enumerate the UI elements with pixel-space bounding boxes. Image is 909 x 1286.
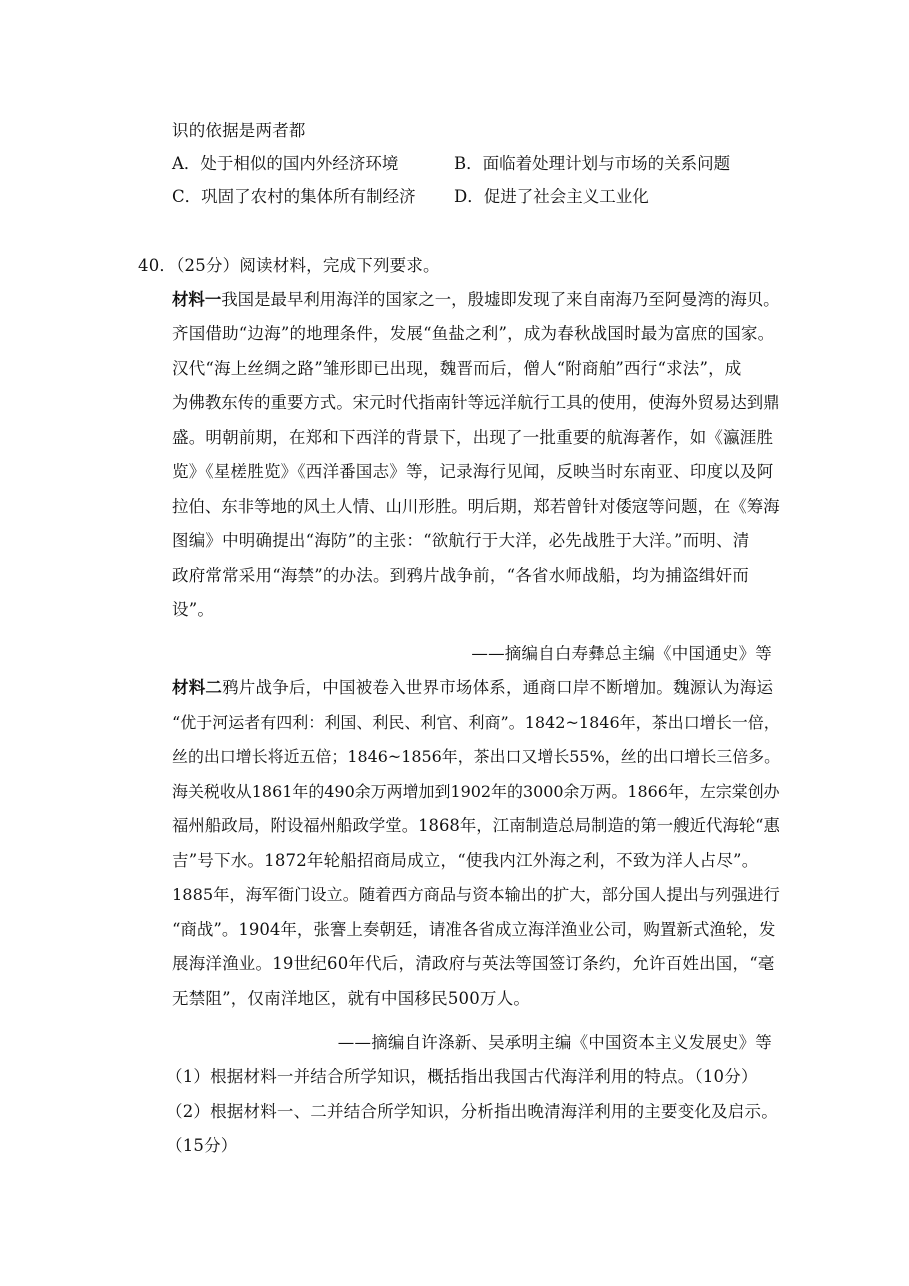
question-40-header: 40．（25分）阅读材料，完成下列要求。 bbox=[138, 256, 440, 275]
material1-line-9: 政府常常采用“海禁”的办法。到鸦片战争前，“各省水师战船，均为捕盗缉奸而 bbox=[172, 566, 750, 585]
material2-line-4: 海关税收从1861年的490余万两增加到1902年的3000余万两。1866年，左宗棠创办 bbox=[172, 782, 780, 801]
material1-line-1 bbox=[172, 290, 780, 310]
material2-line-2: “优于河运者有四利：利国、利民、利官、利商”。1842~1846年，茶出口增长一倍， bbox=[172, 713, 780, 732]
material2-line-3: 丝的出口增长将近五倍；1846~1856年，茶出口又增长55%，丝的出口增长三倍多。 bbox=[172, 747, 781, 766]
material2-line-1 bbox=[172, 678, 773, 698]
sub-question-2: （2）根据材料一、二并结合所学知识，分析指出晚清海洋利用的主要变化及启示。 bbox=[166, 1102, 778, 1121]
material1-line-8: 图编》中明确提出“海防”的主张：“欲航行于大洋，必先战胜于大洋。”而明、清 bbox=[172, 531, 750, 550]
material2-line-9: 展海洋渔业。19世纪60年代后，清政府与英法等国签订条约，允许百姓出国，“毫 bbox=[172, 954, 775, 973]
material1-line-10: 设”。 bbox=[172, 600, 215, 619]
option-c: C．巩固了农村的集体所有制经济 bbox=[172, 187, 416, 206]
material2-text-1: 鸦片战争后，中国被卷入世界市场体系，通商口岸不断增加。魏源认为海运 bbox=[222, 678, 774, 697]
material1-line-7: 拉伯、东非等地的风土人情、山川形胜。明后期，郑若曾针对倭寇等问题，在《筹海 bbox=[172, 497, 780, 516]
material1-text-1: 我国是最早利用海洋的国家之一，殷墟即发现了来自南海乃至阿曼湾的海贝。 bbox=[221, 290, 780, 309]
material2-source: ——摘编自许涤新、吴承明主编《中国资本主义发展史》等 bbox=[337, 1033, 772, 1052]
option-d: D．促进了社会主义工业化 bbox=[454, 187, 649, 206]
material1-line-4: 为佛教东传的重要方式。宋元时代指南针等远洋航行工具的使用，使海外贸易达到鼎 bbox=[172, 393, 780, 412]
material2-line-7: 1885年，海军衙门设立。随着西方商品与资本输出的扩大，部分国人提出与列强进行 bbox=[172, 885, 780, 904]
options-row-2 bbox=[172, 187, 792, 207]
material2-line-10: 无禁阻”，仅南洋地区，就有中国移民500万人。 bbox=[172, 989, 531, 1008]
material1-line-2: 齐国借助“边海”的地理条件，发展“鱼盐之利”，成为春秋战国时最为富庶的国家。 bbox=[172, 324, 775, 343]
sub-question-2-score: （15分） bbox=[166, 1136, 238, 1155]
sub-question-1: （1）根据材料一并结合所学知识，概括指出我国古代海洋利用的特点。（10分） bbox=[166, 1067, 758, 1086]
material1-line-5: 盛。明朝前期，在郑和下西洋的背景下，出现了一批重要的航海著作，如《瀛涯胜 bbox=[172, 428, 774, 447]
material1-title: 材料一 bbox=[172, 290, 222, 309]
material1-line-3: 汉代“海上丝绸之路”雏形即已出现，魏晋而后，僧人“附商舶”西行“求法”，成 bbox=[172, 359, 742, 378]
material2-line-6: 吉”号下水。1872年轮船招商局成立，“使我内江外海之利，不致为洋人占尽”。 bbox=[172, 851, 759, 870]
material1-line-6: 览》《星槎胜览》《西洋番国志》等，记录海行见闻，反映当时东南亚、印度以及阿 bbox=[172, 462, 774, 481]
prev-question-stem: 识的依据是两者都 bbox=[172, 121, 306, 140]
option-a: A．处于相似的国内外经济环境 bbox=[172, 154, 399, 173]
material1-source: ——摘编自白寿彝总主编《中国通史》等 bbox=[471, 644, 772, 663]
material2-title: 材料二 bbox=[172, 678, 223, 697]
material2-line-8: “商战”。1904年，张謇上奏朝廷，请准各省成立海洋渔业公司，购置新式渔轮，发 bbox=[172, 920, 776, 939]
material2-line-5: 福州船政局，附设福州船政学堂。1868年，江南制造总局制造的第一艘近代海轮“惠 bbox=[172, 816, 780, 835]
options-row-1 bbox=[172, 154, 792, 174]
option-b: B．面临着处理计划与市场的关系问题 bbox=[454, 154, 731, 173]
